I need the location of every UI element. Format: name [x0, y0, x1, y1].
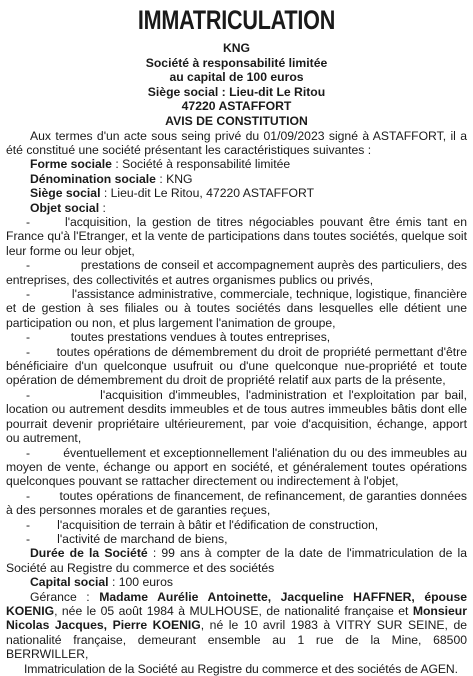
field-label: Dénomination sociale	[30, 171, 156, 186]
field-value: : Lieu-dit Le Ritou, 47220 ASTAFFORT	[100, 186, 315, 201]
company-form: Société à responsabilité limitée	[145, 55, 328, 70]
gerant-2-name: Monsieur Nicolas Jacques, Pierre KOENIG	[6, 603, 467, 633]
field-value: : 99 ans à compter de la date de l'immatriculation de la Société au Registre du commerce et des sociétés	[6, 546, 467, 575]
list-item: - l'activité de marchand de biens,	[26, 531, 228, 546]
company-siege: Siège social : Lieu-dit Le Ritou	[147, 84, 326, 99]
page-title: IMMATRICULATION	[137, 5, 336, 35]
list-item: - l'assistance administrative, commerciale, technique, logistique, financière et de gestion à ses filiales ou à toutes sociétés dans lesquelles elle détient une participation ou non, et plus largement l'animation de groupe,	[6, 287, 471, 330]
list-item: - éventuellement et exceptionnellement l'aliénation du ou des immeubles au moyen de vente, échange ou apport en société, et généralement toutes opérations quelconques pouvant se rattacher directement ou indirectement à l'objet,	[6, 445, 471, 489]
field-value: : Société à responsabilité limitée	[111, 157, 291, 172]
list-item: - l'acquisition d'immeubles, l'administration et l'exploitation par bail, location ou autrement desdits immeubles et de tous autres immeubles bâtis dont elle pourrait devenir propriétaire ultérieurement, par voie d'acquisition, échange, apport ou autrement,	[6, 387, 471, 446]
field-forme	[6, 157, 467, 171]
company-city: 47220 ASTAFFORT	[181, 99, 292, 114]
avis-heading: AVIS DE CONSTITUTION	[165, 113, 308, 128]
gerance-mid: , née le 05 août 1984 à MULHOUSE, de nationalité française et	[54, 603, 413, 618]
company-header	[6, 41, 467, 129]
field-value: : KNG	[155, 171, 193, 186]
closing-paragraph: Immatriculation de la Société au Registre du commerce et des sociétés de AGEN.	[24, 661, 458, 676]
company-capital: au capital de 100 euros	[169, 70, 304, 85]
field-objet	[6, 201, 467, 215]
list-item: - prestations de conseil et accompagnement auprès des particuliers, des entreprises, des collectivités et autres organismes publics ou privés,	[6, 258, 471, 287]
field-label: Forme sociale	[30, 157, 112, 172]
intro-paragraph: Aux termes d'un acte sous seing privé du 01/09/2023 signé à ASTAFFORT, il a été constitué une société présentant les caractéristiques suivantes :	[6, 128, 467, 157]
gerant-1-name: Madame Aurélie Antoinette, Jacqueline HAFFNER, épouse KOENIG	[6, 589, 468, 618]
capital-paragraph	[6, 575, 467, 589]
field-label: Siège social	[30, 186, 101, 201]
field-denomination	[6, 172, 467, 186]
objet-list	[6, 215, 471, 546]
field-siege	[6, 186, 467, 200]
list-item: - toutes opérations de démembrement du droit de propriété permettant d'être bénéficiaire d'un quelconque usufruit ou d'une quelconque nue-propriété et toute opération de démembrement du droit de propriété relatif aux parts de la présente,	[6, 344, 471, 388]
company-name: KNG	[222, 41, 251, 55]
field-value: :	[99, 200, 106, 215]
list-item: - l'acquisition, la gestion de titres négociables pouvant être émis tant en France qu'à l'Etranger, et la vente de participations dans toutes sociétés, quelque soit leur forme ou leur objet,	[6, 215, 471, 258]
duree-paragraph	[6, 546, 467, 575]
list-item: - toutes prestations vendues à toutes entreprises,	[26, 330, 331, 345]
gerance-suffix: , né le 10 avril 1983 à VITRY SUR SEINE, de nationalité française, demeurant ensemble au 1 rue de la Mine, 68500 BERRWILLER,	[6, 618, 468, 662]
field-label: Capital social	[30, 575, 109, 590]
list-item: - toutes opérations de financement, de refinancement, de garanties données à des personnes morales et de garanties reçues,	[6, 488, 471, 518]
field-label: Objet social	[30, 200, 100, 215]
list-item: - l'acquisition de terrain à bâtir et l'édification de construction,	[26, 517, 379, 532]
field-label: Durée de la Société	[30, 546, 148, 561]
gerance-prefix: Gérance :	[30, 589, 100, 604]
gerance-paragraph	[6, 590, 467, 662]
field-value: : 100 euros	[108, 575, 173, 590]
